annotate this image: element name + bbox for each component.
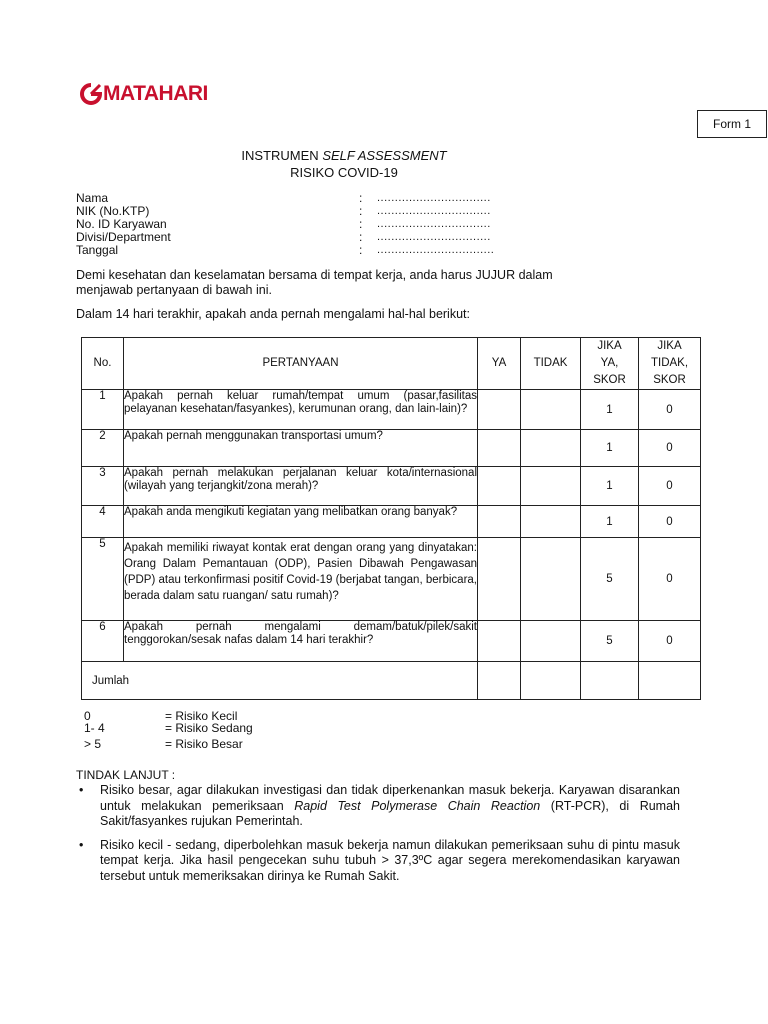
follow-up-item bbox=[76, 783, 680, 830]
header-skor-tidak-line: JIKA bbox=[657, 340, 682, 352]
header-tidak: TIDAK bbox=[521, 338, 581, 390]
title-prefix: INSTRUMEN bbox=[241, 148, 323, 163]
row-skor-ya: 5 bbox=[581, 538, 639, 621]
row-skor-tidak: 0 bbox=[639, 506, 701, 538]
field-value-divisi[interactable]: ................................ bbox=[377, 231, 491, 243]
row-no: 5 bbox=[82, 538, 124, 621]
row-question: Apakah anda mengikuti kegiatan yang melibatkan orang banyak? bbox=[124, 506, 478, 538]
row-skor-ya: 5 bbox=[581, 621, 639, 662]
page-title bbox=[0, 148, 688, 163]
table-row bbox=[82, 506, 701, 538]
row-skor-tidak: 0 bbox=[639, 430, 701, 467]
row-no: 4 bbox=[82, 506, 124, 538]
legend-meaning: = Risiko Kecil bbox=[165, 709, 238, 723]
legend-meaning: = Risiko Sedang bbox=[165, 721, 253, 735]
header-skor-ya-line: SKOR bbox=[593, 374, 626, 386]
header-question: PERTANYAAN bbox=[124, 338, 478, 390]
follow-up-item bbox=[76, 838, 680, 885]
checkbox-tidak[interactable] bbox=[521, 538, 581, 621]
field-value-nama[interactable]: ................................ bbox=[377, 192, 491, 204]
total-skor-ya[interactable] bbox=[581, 662, 639, 700]
header-ya: YA bbox=[478, 338, 521, 390]
row-question: Apakah memiliki riwayat kontak erat dengan orang yang dinyatakan: Orang Dalam Pemantauan (ODP), Pasien Dibawah Pengawasan (PDP) atau terkonfirmasi positif Covid-19 (berjabat tangan, berbicara, berada dalam satu ruangan/ satu rumah)? bbox=[124, 538, 478, 621]
table-row bbox=[82, 467, 701, 506]
title-italic: SELF ASSESSMENT bbox=[322, 148, 447, 163]
follow-up-list bbox=[76, 783, 680, 892]
field-label-nik: NIK (No.KTP) bbox=[76, 204, 150, 218]
row-skor-tidak: 0 bbox=[639, 621, 701, 662]
row-skor-tidak: 0 bbox=[639, 538, 701, 621]
header-skor-ya-line: JIKA bbox=[597, 340, 622, 352]
field-value-tanggal[interactable]: ................................. bbox=[377, 244, 495, 256]
header-skor-tidak-line: TIDAK, bbox=[650, 357, 689, 369]
checkbox-ya[interactable] bbox=[478, 390, 521, 430]
company-logo bbox=[80, 82, 208, 106]
field-value-nik[interactable]: ................................ bbox=[377, 205, 491, 217]
row-question: Apakah pernah keluar rumah/tempat umum (pasar,fasilitas pelayanan kesehatan/fasyankes), kerumunan orang, dan lain-lain)? bbox=[124, 390, 478, 430]
legend-range: > 5 bbox=[84, 737, 102, 751]
header-skor-tidak-line: SKOR bbox=[653, 374, 686, 386]
row-no: 3 bbox=[82, 467, 124, 506]
header-skor-ya-line: YA, bbox=[600, 357, 619, 369]
field-label-tanggal: Tanggal bbox=[76, 243, 119, 257]
row-no: 1 bbox=[82, 390, 124, 430]
field-colon: : bbox=[359, 243, 363, 257]
bullet-icon: • bbox=[79, 837, 84, 852]
assessment-table bbox=[81, 337, 701, 700]
follow-up-title: TINDAK LANJUT : bbox=[76, 768, 176, 782]
intro-line-1: Demi kesehatan dan keselamatan bersama di tempat kerja, anda harus JUJUR dalam bbox=[76, 268, 553, 282]
table-row bbox=[82, 390, 701, 430]
form-label: Form 1 bbox=[697, 110, 767, 138]
field-colon: : bbox=[359, 230, 363, 244]
row-skor-ya: 1 bbox=[581, 390, 639, 430]
checkbox-tidak[interactable] bbox=[521, 390, 581, 430]
header-no: No. bbox=[82, 338, 124, 390]
row-question: Apakah pernah melakukan perjalanan keluar kota/internasional (wilayah yang terjangkit/zona merah)? bbox=[124, 467, 478, 506]
total-skor-tidak[interactable] bbox=[639, 662, 701, 700]
row-skor-tidak: 0 bbox=[639, 467, 701, 506]
row-skor-ya: 1 bbox=[581, 467, 639, 506]
checkbox-tidak[interactable] bbox=[521, 430, 581, 467]
legend-meaning: = Risiko Besar bbox=[165, 737, 243, 751]
legend-range: 0 bbox=[84, 709, 91, 723]
table-header-row bbox=[82, 338, 701, 390]
follow-up-text: (RT-PCR), di Rumah Sakit/fasyankes rujukan Pemerintah. bbox=[100, 798, 680, 828]
row-no: 6 bbox=[82, 621, 124, 662]
checkbox-tidak[interactable] bbox=[521, 467, 581, 506]
table-row bbox=[82, 538, 701, 621]
logo-text: MATAHARI bbox=[103, 82, 208, 105]
row-question: Apakah pernah mengalami demam/batuk/pilek/sakit tenggorokan/sesak nafas dalam 14 hari terakhir? bbox=[124, 621, 478, 662]
field-label-divisi: Divisi/Department bbox=[76, 230, 171, 244]
intro-line-2: menjawab pertanyaan di bawah ini. bbox=[76, 283, 272, 297]
follow-up-text: Risiko kecil - sedang, diperbolehkan masuk bekerja namun dilakukan pemeriksaan suhu di pintu masuk tempat kerja. Jika hasil pengecekan suhu tubuh > 37,3ºC agar segera merekomendasikan karyawan tersebut untuk memeriksakan dirinya ke Rumah Sakit. bbox=[100, 837, 680, 883]
legend-range: 1- 4 bbox=[84, 721, 105, 735]
table-row bbox=[82, 430, 701, 467]
row-skor-tidak: 0 bbox=[639, 390, 701, 430]
follow-up-text: Risiko besar, agar dilakukan investigasi dan tidak diperkenankan masuk bekerja. Karyawan disarankan untuk melakukan pemeriksaan bbox=[100, 783, 680, 813]
field-colon: : bbox=[359, 217, 363, 231]
total-label: Jumlah bbox=[82, 662, 478, 700]
total-tidak[interactable] bbox=[521, 662, 581, 700]
row-question: Apakah pernah menggunakan transportasi umum? bbox=[124, 430, 478, 467]
bullet-icon: • bbox=[79, 783, 84, 797]
checkbox-ya[interactable] bbox=[478, 506, 521, 538]
checkbox-ya[interactable] bbox=[478, 621, 521, 662]
question-lead: Dalam 14 hari terakhir, apakah anda pernah mengalami hal-hal berikut: bbox=[76, 307, 470, 321]
row-no: 2 bbox=[82, 430, 124, 467]
checkbox-tidak[interactable] bbox=[521, 506, 581, 538]
table-total-row bbox=[82, 662, 701, 700]
page-subtitle: RISIKO COVID-19 bbox=[290, 165, 398, 180]
checkbox-ya[interactable] bbox=[478, 430, 521, 467]
checkbox-ya[interactable] bbox=[478, 538, 521, 621]
field-label-nama: Nama bbox=[76, 191, 109, 205]
checkbox-tidak[interactable] bbox=[521, 621, 581, 662]
row-skor-ya: 1 bbox=[581, 506, 639, 538]
field-label-id-karyawan: No. ID Karyawan bbox=[76, 217, 167, 231]
header-skor-ya bbox=[581, 338, 639, 390]
table-row bbox=[82, 621, 701, 662]
matahari-logo-icon bbox=[80, 83, 102, 105]
follow-up-italic: Rapid Test Polymerase Chain Reaction bbox=[294, 798, 541, 813]
field-value-id-karyawan[interactable]: ................................ bbox=[377, 218, 491, 230]
field-colon: : bbox=[359, 191, 363, 205]
total-ya[interactable] bbox=[478, 662, 521, 700]
header-skor-tidak bbox=[639, 338, 701, 390]
row-skor-ya: 1 bbox=[581, 430, 639, 467]
checkbox-ya[interactable] bbox=[478, 467, 521, 506]
field-colon: : bbox=[359, 204, 363, 218]
